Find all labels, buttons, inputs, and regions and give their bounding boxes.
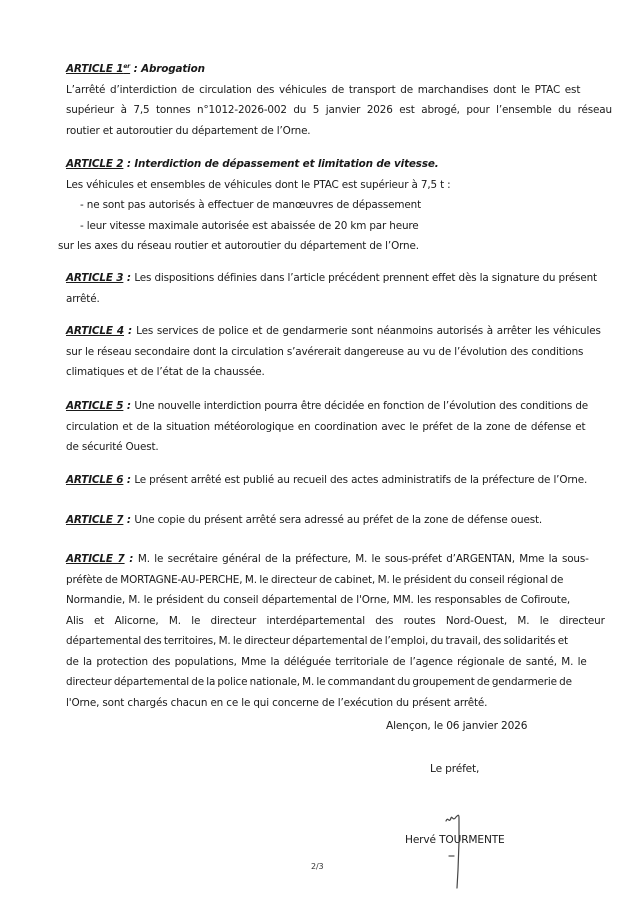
article-2-bullet: - ne sont pas autorisés à effectuer de manœuvres de dépassement: [80, 199, 421, 211]
article-4: [66, 321, 601, 383]
article-1: [66, 59, 612, 141]
article-6-label: ARTICLE 6: [66, 474, 124, 486]
place-date: Alençon, le 06 janvier 2026: [386, 720, 528, 732]
article-7-execution-line: ARTICLE 7 : M. le secrétaire général de la préfecture, M. le sous-préfet d’ARGENTAN, Mme la sous-: [66, 553, 589, 565]
article-5-line: ARTICLE 5 : Une nouvelle interdiction pourra être décidée en fonction de l’évolution des conditions de: [66, 400, 589, 412]
article-5: [66, 396, 589, 458]
article-7-execution-line: Normandie, M. le président du conseil départemental de l'Orne, MM. les responsables de Cofiroute,: [66, 594, 571, 606]
article-7-execution-line: Alis et Alicorne, M. le directeur interdépartemental des routes Nord-Ouest, M. le directeur: [66, 614, 605, 627]
article-7-execution-line: directeur départemental de la police nationale, M. le commandant du groupement de gendarmerie de: [66, 676, 572, 688]
article-7-execution-line: de la protection des populations, Mme la déléguée territoriale de l’agence régionale de santé, M. le: [66, 655, 587, 668]
article-7-copy: [66, 510, 572, 531]
handwritten-signature-icon: [440, 812, 470, 892]
article-7-label: ARTICLE 7: [66, 514, 124, 526]
article-2-title: Interdiction de dépassement et limitation de vitesse.: [134, 158, 439, 170]
page-number: 2/3: [311, 862, 324, 871]
article-5-line: de sécurité Ouest.: [66, 441, 159, 453]
article-1-label: ARTICLE 1er: [66, 63, 131, 75]
article-3: [66, 268, 597, 309]
article-3-line: ARTICLE 3 : Les dispositions définies dans l’article précédent prennent effet dès la signature du présent: [66, 272, 597, 284]
article-1-line: L’arrêté d’interdiction de circulation des véhicules de transport de marchandises dont le PTAC est: [66, 83, 581, 96]
article-2-outro: sur les axes du réseau routier et autoroutier du département de l’Orne.: [58, 240, 419, 252]
article-7-execution-line: départemental des territoires, M. le directeur départemental de l’emploi, du travail, des solidarités et: [66, 635, 568, 647]
article-2-intro: Les véhicules et ensembles de véhicules dont le PTAC est supérieur à 7,5 t :: [66, 178, 451, 191]
article-4-label: ARTICLE 4: [66, 325, 124, 337]
article-1-line: routier et autoroutier du département de l’Orne.: [66, 124, 311, 137]
article-1-title: Abrogation: [141, 63, 205, 75]
article-3-label: ARTICLE 3: [66, 272, 124, 284]
article-5-line: circulation et de la situation météorologique en coordination avec le préfet de la zone de défense et: [66, 420, 586, 433]
article-4-line: sur le réseau secondaire dont la circulation s’avérerait dangereuse au vu de l’évolution des conditions: [66, 345, 584, 358]
article-1-line: supérieur à 7,5 tonnes n°1012-2026-002 du 5 janvier 2026 est abrogé, pour l’ensemble du réseau: [66, 104, 612, 116]
article-2: [58, 154, 572, 257]
article-4-line: climatiques et de l’état de la chaussée.: [66, 366, 265, 378]
article-6-line: ARTICLE 6 : Le présent arrêté est publié au recueil des actes administratifs de la préfecture de l’Orne.: [66, 474, 588, 486]
article-4-line: ARTICLE 4 : Les services de police et de gendarmerie sont néanmoins autorisés à arrêter les véhicules: [66, 325, 601, 337]
signatory-name: Hervé TOURMENTE: [405, 834, 505, 846]
article-2-label: ARTICLE 2: [66, 158, 124, 170]
article-7-execution-line: l'Orne, sont chargés chacun en ce le qui concerne de l’exécution du présent arrêté.: [66, 696, 488, 709]
article-2-bullet: - leur vitesse maximale autorisée est abaissée de 20 km par heure: [80, 219, 419, 232]
signatory-role: Le préfet,: [430, 763, 480, 775]
article-6: [66, 470, 588, 491]
article-3-line: arrêté.: [66, 292, 100, 305]
article-1-header: ARTICLE 1er : Abrogation: [66, 63, 205, 75]
article-7-execution-line: préfète de MORTAGNE-AU-PERCHE, M. le directeur de cabinet, M. le président du conseil régional de: [66, 573, 564, 586]
article-7-copy-line: ARTICLE 7 : Une copie du présent arrêté sera adressé au préfet de la zone de défense ouest.: [66, 514, 543, 526]
article-2-header: ARTICLE 2 : Interdiction de dépassement et limitation de vitesse.: [66, 158, 439, 170]
article-7-label: ARTICLE 7: [66, 553, 125, 565]
article-7-execution: [66, 549, 605, 713]
article-5-label: ARTICLE 5: [66, 400, 124, 412]
